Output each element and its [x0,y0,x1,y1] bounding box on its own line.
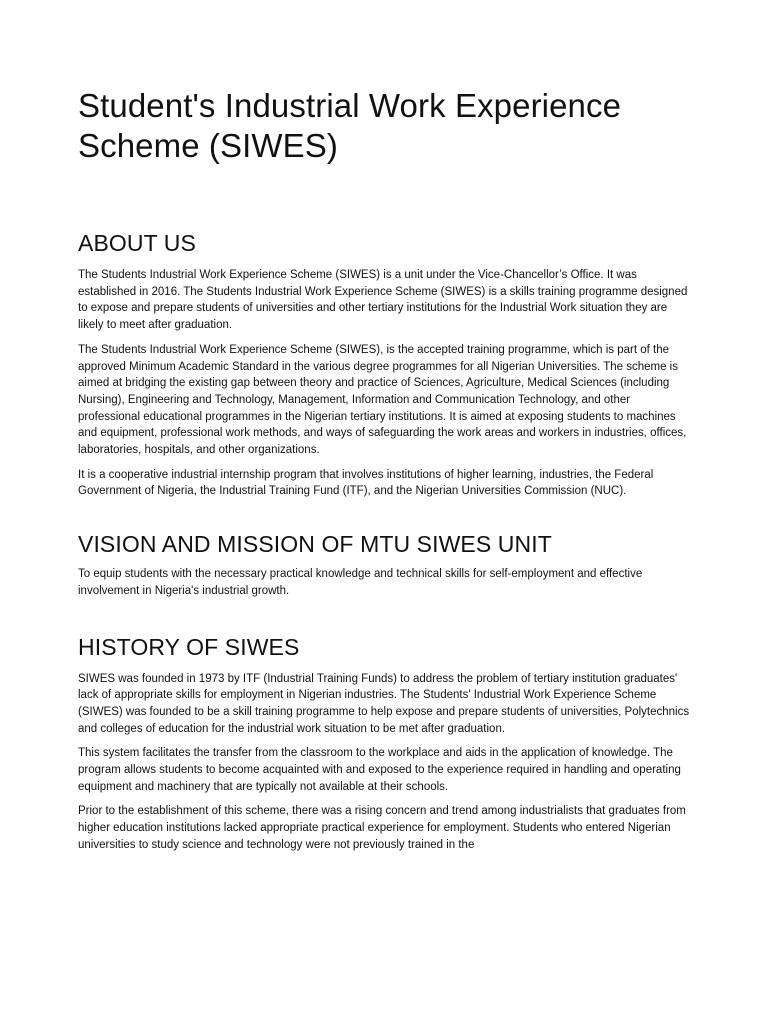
about-paragraph-1: The Students Industrial Work Experience Scheme (SIWES) is a unit under the Vice-Chancellor’s Office. It was established in 2016. The Students Industrial Work Experience Scheme (SIWES) is a skills training programme designed to expose and prepare students of universities and other tertiary institutions for the Industrial Work situation they are likely to meet after graduation. [78,269,688,332]
vision-paragraph-1: To equip students with the necessary practical knowledge and technical skills for self-employment and effective involvement in Nigeria's industrial growth. [78,568,643,597]
history-paragraph-1: SIWES was founded in 1973 by ITF (Industrial Training Funds) to address the problem of tertiary institution graduates' lack of appropriate skills for employment in Nigerian industries. The Students' Industrial Work Experience Scheme (SIWES) was founded to be a skill training programme to help expose and prepare students of universities, Polytechnics and colleges of education for the industrial work situation to be met after graduation. [78,672,690,735]
about-paragraph-2: The Students Industrial Work Experience Scheme (SIWES), is the accepted training programme, which is part of the approved Minimum Academic Standard in the various degree programmes for all Nigerian Universities. The scheme is aimed at bridging the existing gap between theory and practice of Sciences, Agriculture, Medical Sciences (including Nursing), Engineering and Technology, Management, Information and Communication Technology, and other professional educational programmes in the Nigerian tertiary institutions. It is aimed at exposing students to machines and equipment, professional work methods, and ways of safeguarding the work areas and workers in industries, offices, laboratories, hospitals, and other organizations. [78,343,687,457]
document-page [78,86,690,862]
section-heading-about-us: ABOUT US [78,230,196,256]
section-heading-vision-mission: VISION AND MISSION OF MTU SIWES UNIT [78,531,552,558]
about-paragraph-3: It is a cooperative industrial internship program that involves institutions of higher learning, industries, the Federal Government of Nigeria, the Industrial Training Fund (ITF), and the Nigerian Universities Commission (NUC). [78,468,654,498]
section-heading-history: HISTORY OF SIWES [78,633,300,660]
history-paragraph-3: Prior to the establishment of this scheme, there was a rising concern and trend among industrialists that graduates from higher education institutions lacked appropriate practical experience for employment. Students who entered Nigerian universities to study science and technology were not previously trained in the [78,805,686,851]
history-paragraph-2: This system facilitates the transfer from the classroom to the workplace and aids in the application of knowledge. The program allows students to become acquainted with and exposed to the experience required in handling and operating equipment and machinery that are typically not available at their schools. [78,747,681,793]
page-title: Student's Industrial Work Experience Scheme (SIWES) [78,87,622,164]
